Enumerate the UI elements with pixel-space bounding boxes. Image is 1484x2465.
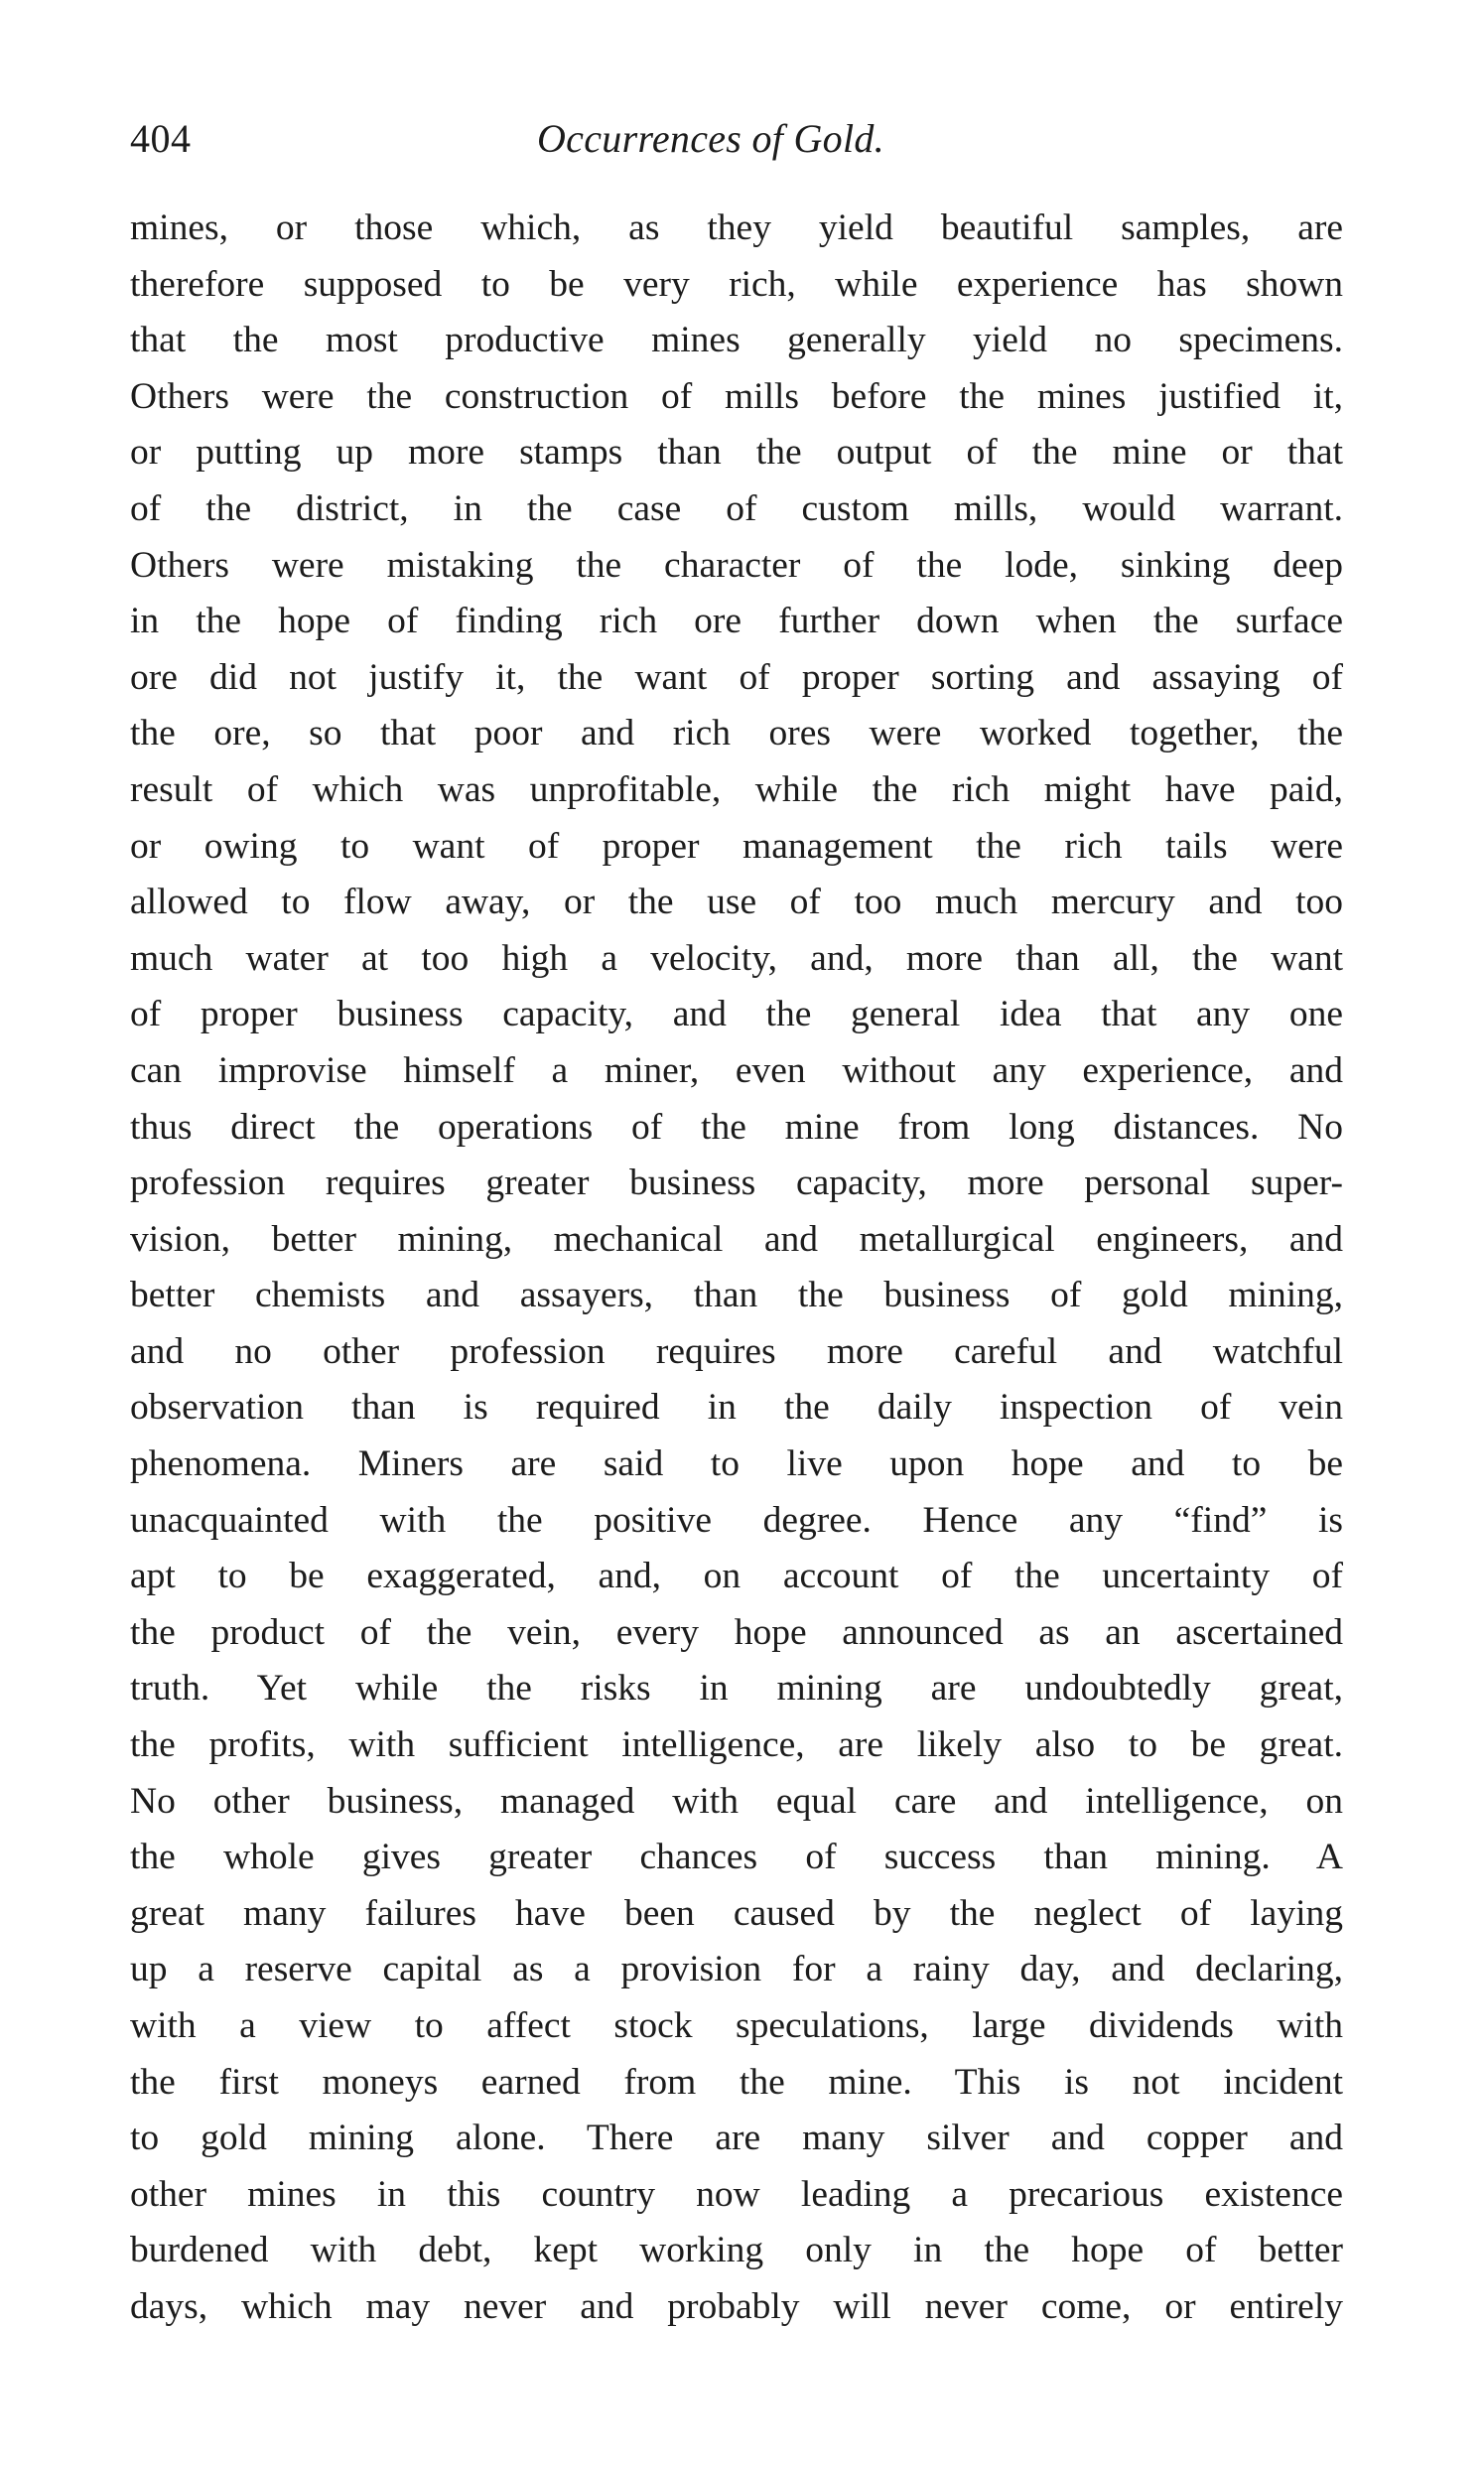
body-paragraph: [130, 201, 1343, 2336]
text-line: Others were the construction of mills before the mines justified it,: [130, 375, 1343, 417]
text-line: Others were mistaking the character of the lode, sinking deep: [130, 544, 1343, 586]
text-line: of the district, in the case of custom mills, would warrant.: [130, 487, 1343, 529]
text-line: or putting up more stamps than the output of the mine or that: [130, 432, 1343, 474]
text-line: the first moneys earned from the mine. This is not incident: [130, 2061, 1343, 2103]
text-line: better chemists and assayers, than the business of gold mining,: [130, 1275, 1343, 1316]
text-line: ore did not justify it, the want of proper sorting and assaying of: [130, 656, 1343, 698]
text-line: and no other profession requires more careful and watchful: [130, 1330, 1343, 1372]
text-line: vision, better mining, mechanical and metallurgical engineers, and: [130, 1218, 1343, 1260]
text-line: unacquainted with the positive degree. Hence any “find” is: [130, 1499, 1343, 1541]
text-line: phenomena. Miners are said to live upon hope and to be: [130, 1443, 1343, 1485]
text-line: of proper business capacity, and the general idea that any one: [130, 994, 1343, 1035]
text-line: days, which may never and probably will never come, or entirely: [130, 2285, 1343, 2327]
text-line: allowed to flow away, or the use of too much mercury and too: [130, 882, 1343, 923]
text-line: No other business, managed with equal care and intelligence, on: [130, 1780, 1343, 1822]
text-line: apt to be exaggerated, and, on account of the uncertainty of: [130, 1556, 1343, 1597]
text-line: the profits, with sufficient intelligence, are likely also to be great.: [130, 1724, 1343, 1766]
text-line: thus direct the operations of the mine from long distances. No: [130, 1106, 1343, 1148]
text-line: mines, or those which, as they yield beautiful samples, are: [130, 207, 1343, 248]
text-line: burdened with debt, kept working only in the hope of better: [130, 2230, 1343, 2271]
text-line: result of which was unprofitable, while the rich might have paid,: [130, 768, 1343, 810]
text-line: much water at too high a velocity, and, more than all, the want: [130, 937, 1343, 979]
text-line: in the hope of finding rich ore further down when the surface: [130, 601, 1343, 642]
text-line: profession requires greater business capacity, more personal super-: [130, 1163, 1343, 1204]
text-line: the ore, so that poor and rich ores were worked together, the: [130, 713, 1343, 754]
text-line: or owing to want of proper management the rich tails were: [130, 825, 1343, 867]
text-line: up a reserve capital as a provision for a rainy day, and declaring,: [130, 1949, 1343, 1990]
text-line: can improvise himself a miner, even without any experience, and: [130, 1049, 1343, 1091]
text-line: therefore supposed to be very rich, while experience has shown: [130, 263, 1343, 305]
text-line: great many failures have been caused by the neglect of laying: [130, 1892, 1343, 1934]
text-line: that the most productive mines generally yield no specimens.: [130, 320, 1343, 361]
page-number: 404: [130, 116, 192, 161]
running-title: Occurrences of Gold.: [537, 116, 884, 161]
text-line: the product of the vein, every hope announced as an ascertained: [130, 1611, 1343, 1653]
text-line: truth. Yet while the risks in mining are undoubtedly great,: [130, 1668, 1343, 1710]
text-line: to gold mining alone. There are many silver and copper and: [130, 2118, 1343, 2159]
page-header: [130, 109, 1343, 169]
text-line: other mines in this country now leading a precarious existence: [130, 2173, 1343, 2215]
text-line: with a view to affect stock speculations, large dividends with: [130, 2005, 1343, 2046]
text-line: observation than is required in the daily inspection of vein: [130, 1387, 1343, 1429]
text-line: the whole gives greater chances of success than mining. A: [130, 1837, 1343, 1878]
